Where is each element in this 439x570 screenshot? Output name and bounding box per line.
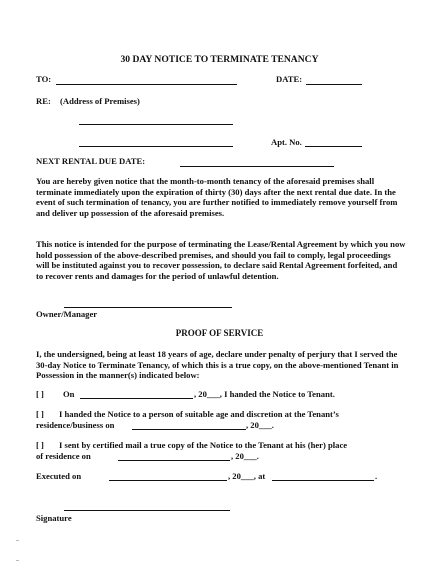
to-label: TO: [36, 74, 52, 84]
option-3-year-text: , 20___. [231, 451, 259, 461]
executed-year-text: , 20___, at [228, 471, 266, 481]
apt-field-line[interactable] [305, 146, 362, 147]
option-3-date-line[interactable] [118, 460, 230, 461]
address-line-1[interactable] [79, 124, 233, 125]
declaration-paragraph: I, the undersigned, being at least 18 years of age, declare under penalty of perjury that I served the 30-day Notice to Terminate Tenancy, of which this is a true copy, on the above-mentioned Tenant in Possession in the manner(s) indicated below: [36, 349, 399, 381]
option-2-year-text: , 20___. [246, 420, 274, 430]
scan-mark [16, 560, 19, 561]
option-1-year-text: , 20___, I handed the Notice to Tenant. [194, 389, 335, 399]
re-address-placeholder: (Address of Premises) [60, 96, 140, 106]
owner-signature-line[interactable] [64, 307, 232, 308]
option-2-checkbox[interactable]: [ ] [36, 409, 44, 419]
option-2-line-1: I handed the Notice to a person of suitable age and discretion at the Tenant’s [59, 409, 339, 419]
scan-mark [16, 540, 19, 541]
option-2-line-2: residence/business on [36, 420, 115, 430]
option-3-line-1: I sent by certified mail a true copy of the Notice to the Tenant at his (her) place [59, 440, 348, 450]
date-label: DATE: [276, 74, 303, 84]
termination-paragraph: You are hereby given notice that the month-to-month tenancy of the aforesaid premises shall terminate immediately upon the expiration of thirty (30) days after the next rental due date. In the event of such termination of tenancy, you are further notified to immediately remove yourself from and deliver up possession of the aforesaid premises. [36, 176, 398, 218]
owner-label: Owner/Manager [36, 309, 98, 319]
executed-label: Executed on [36, 471, 82, 481]
document-title: 30 DAY NOTICE TO TERMINATE TENANCY [120, 54, 319, 65]
option-3-checkbox[interactable]: [ ] [36, 440, 44, 450]
option-1-checkbox[interactable]: [ ] [36, 389, 44, 399]
server-signature-line[interactable] [64, 510, 230, 511]
option-3-line-2: of residence on [36, 451, 91, 461]
purpose-paragraph: This notice is intended for the purpose of terminating the Lease/Rental Agreement by which you now hold possession of the above-described premises, and should you fail to comply, legal proceedings will be instituted against you to recover possession, to declare said Rental Agreement forfeited, and to recover rents and damages for the period of unlawful detention. [36, 239, 406, 281]
to-field-line[interactable] [56, 84, 237, 85]
rent-due-field-line[interactable] [180, 166, 334, 167]
option-2-date-line[interactable] [132, 429, 246, 430]
executed-date-line[interactable] [109, 480, 227, 481]
signature-label: Signature [36, 513, 72, 523]
address-line-2[interactable] [79, 146, 233, 147]
option-1-date-line[interactable] [80, 398, 193, 399]
option-1-on-label: On [63, 389, 75, 399]
executed-location-line[interactable] [272, 480, 374, 481]
date-field-line[interactable] [306, 84, 362, 85]
proof-of-service-title: PROOF OF SERVICE [175, 328, 264, 338]
rent-due-label: NEXT RENTAL DUE DATE: [36, 156, 146, 166]
executed-end-period: . [375, 471, 378, 481]
apt-label: Apt. No. [271, 137, 302, 147]
re-label: RE: [36, 96, 51, 106]
